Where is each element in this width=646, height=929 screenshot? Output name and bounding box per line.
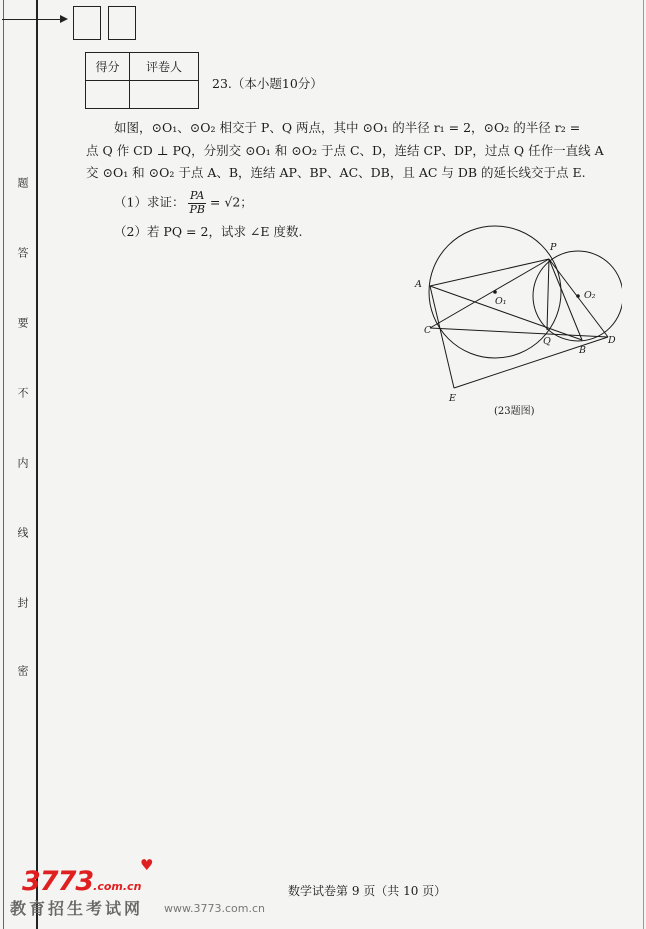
margin-char-5: 内 [16,457,29,468]
part-1 [114,190,253,216]
segment-pq [547,259,549,330]
segment-ae [430,286,454,388]
figure-caption: (23题图) [494,406,535,417]
binding-line [36,0,38,929]
score-cell [86,81,130,109]
grader-header: 评卷人 [130,53,199,81]
part-2: （2）若 PQ = 2，试求 ∠E 度数. [114,224,303,239]
margin-char-3: 要 [16,317,29,328]
question-heading: 23.（本小题10分） [212,76,323,91]
arrow-head-icon [60,15,68,23]
center-o2 [576,294,580,298]
label-d: D [608,335,616,346]
segment-ap [430,259,549,286]
label-q: Q [543,336,551,347]
segment-cp [430,259,549,328]
problem-line-2: 点 Q 作 CD ⊥ PQ，分别交 ⊙O₁ 和 ⊙O₂ 于点 C、D，连结 CP、DP，过点 Q 任作一直线 A [86,143,604,158]
margin-char-6: 线 [16,527,29,538]
heart-icon: ♥ [140,856,154,874]
part-1-suffix: = √2； [209,194,253,210]
label-p: P [550,242,557,253]
arrow-line [2,19,64,20]
margin-char-2: 答 [16,247,29,258]
logo-domain: .com.cn [93,880,142,893]
label-b: B [579,345,586,356]
grader-cell [130,81,199,109]
logo-number: 3773 [22,866,94,897]
watermark-logo [22,856,154,897]
problem-line-1: 如图，⊙O₁、⊙O₂ 相交于 P、Q 两点，其中 ⊙O₁ 的半径 r₁ = 2，⊙O₂ 的半径 r₂ = [114,120,581,135]
watermark-subtitle: 教育招生考试网 [10,899,144,918]
label-o1: O₁ [495,296,507,307]
fraction-denominator: PB [189,202,205,216]
problem-line-3: 交 ⊙O₁ 和 ⊙O₂ 于点 A、B，连结 AP、BP、AC、DB，且 AC 与 DB 的延长线交于点 E. [86,165,586,180]
center-o1 [493,290,497,294]
page-right-edge [643,0,644,929]
label-o2: O₂ [584,290,596,301]
margin-char-8: 密 [16,665,29,676]
seat-number-box-1 [73,6,101,40]
margin-char-4: 不 [16,387,29,398]
watermark-url: www.3773.com.cn [164,902,265,915]
part-1-prefix: （1）求证： [114,194,185,210]
fraction [188,190,206,216]
score-table [85,52,199,109]
label-a: A [415,279,422,290]
seat-number-box-2 [108,6,136,40]
label-c: C [424,325,432,336]
segment-bp [549,259,582,340]
label-e: E [449,393,456,404]
geometry-figure [412,225,622,420]
score-header: 得分 [86,53,130,81]
segment-dp [549,259,608,337]
margin-char-1: 题 [16,177,29,188]
fraction-numerator: PA [190,189,205,202]
segment-cd [430,328,608,337]
page-footer: 数学试卷第 9 页（共 10 页） [288,884,447,898]
page-edge [3,0,4,929]
margin-char-7: 封 [16,597,29,608]
